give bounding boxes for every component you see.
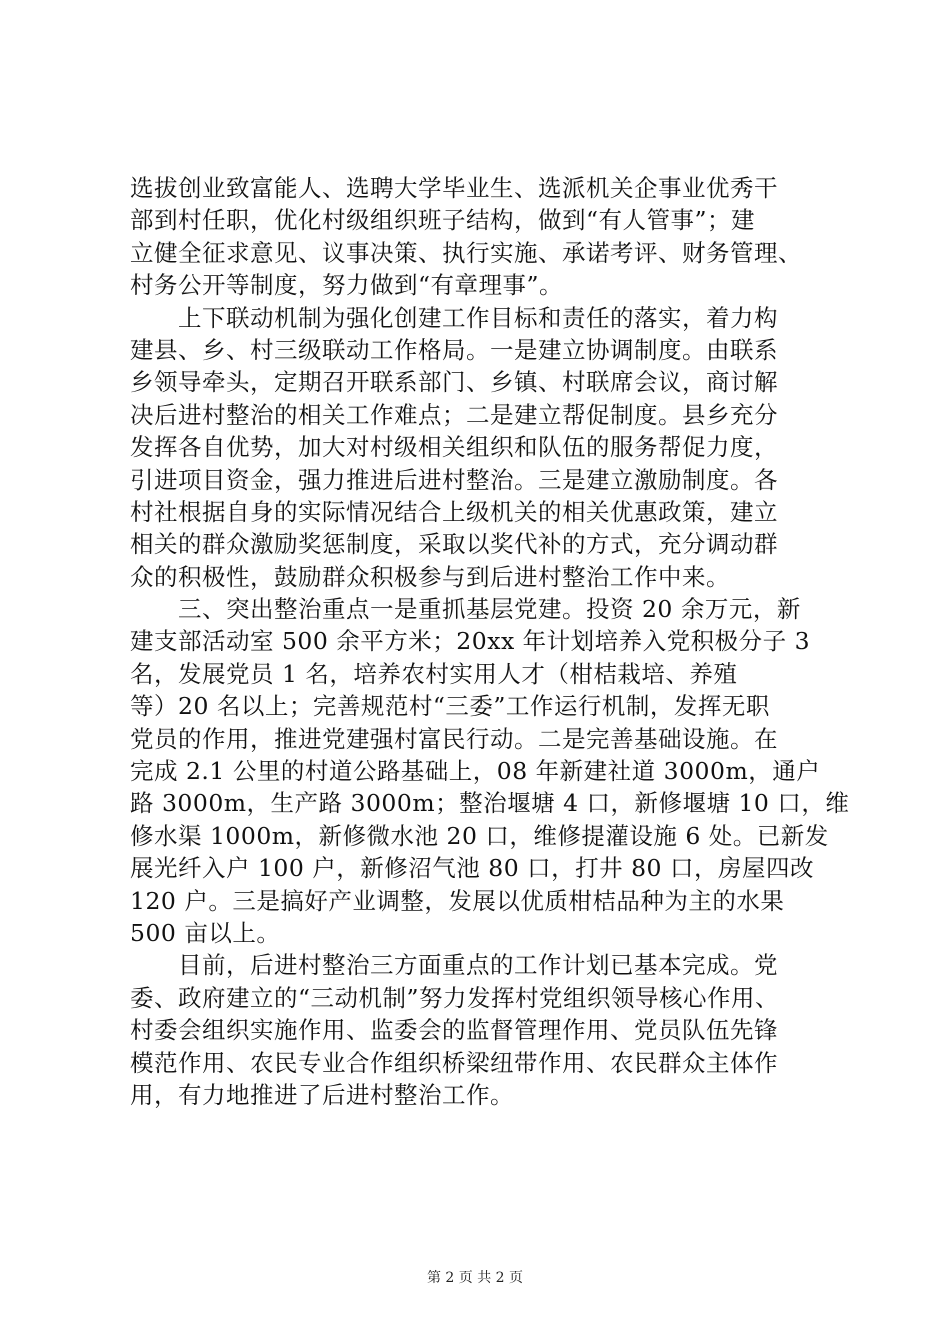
text-line: 500 亩以上。 (130, 918, 281, 947)
text-line: 部到村任职，优化村级组织班子结构，做到“有人管事”；建 (130, 206, 756, 235)
text-line: 用，有力地推进了后进村整治工作。 (130, 1080, 514, 1109)
text-line: 引进项目资金，强力推进后进村整治。三是建立激励制度。各 (130, 465, 778, 494)
text-line: 路 3000m，生产路 3000m；整治堰塘 4 口，新修堰塘 10 口，维 (130, 789, 850, 818)
text-line: 目前，后进村整治三方面重点的工作计划已基本完成。党 (130, 951, 778, 980)
text-line: 乡领导牵头，定期召开联系部门、乡镇、村联席会议，商讨解 (130, 368, 778, 397)
text-line: 上下联动机制为强化创建工作目标和责任的落实，着力构 (130, 303, 778, 332)
text-line: 模范作用、农民专业合作组织桥梁纽带作用、农民群众主体作 (130, 1048, 778, 1077)
text-line: 村委会组织实施作用、监委会的监督管理作用、党员队伍先锋 (130, 1016, 778, 1045)
text-line: 村务公开等制度，努力做到“有章理事”。 (130, 271, 564, 300)
text-line: 建县、乡、村三级联动工作格局。一是建立协调制度。由联系 (130, 335, 778, 364)
text-line: 党员的作用，推进党建强村富民行动。二是完善基础设施。在 (130, 724, 778, 753)
text-line: 名，发展党员 1 名，培养农村实用人才（柑桔栽培、养殖 (130, 659, 738, 688)
text-line: 展光纤入户 100 户，新修沼气池 80 口，打井 80 口，房屋四改 (130, 854, 814, 883)
text-line: 三、突出整治重点一是重抓基层党建。投资 20 余万元，新 (130, 595, 801, 624)
text-line: 完成 2.1 公里的村道公路基础上，08 年新建社道 3000m，通户 (130, 757, 821, 786)
text-line: 120 户。三是搞好产业调整，发展以优质柑桔品种为主的水果 (130, 886, 785, 915)
text-line: 修水渠 1000m，新修微水池 20 口，维修提灌设施 6 处。已新发 (130, 821, 829, 850)
body-text (130, 172, 850, 1111)
text-line: 发挥各自优势，加大对村级相关组织和队伍的服务帮促力度， (130, 433, 778, 462)
text-line: 建支部活动室 500 余平方米；20xx 年计划培养入党积极分子 3 (130, 627, 811, 656)
text-line: 村社根据自身的实际情况结合上级机关的相关优惠政策，建立 (130, 497, 778, 526)
page-number-footer: 第 2 页 共 2 页 (426, 1270, 524, 1286)
text-line: 选拔创业致富能人、选聘大学毕业生、选派机关企事业优秀干 (130, 174, 778, 202)
text-line: 相关的群众激励奖惩制度，采取以奖代补的方式，充分调动群 (130, 530, 778, 559)
text-line: 众的积极性，鼓励群众积极参与到后进村整治工作中来。 (130, 562, 730, 591)
text-line: 决后进村整治的相关工作难点；二是建立帮促制度。县乡充分 (130, 400, 778, 429)
text-line: 委、政府建立的“三动机制”努力发挥村党组织领导核心作用、 (130, 983, 780, 1012)
text-line: 等）20 名以上；完善规范村“三委”工作运行机制，发挥无职 (130, 692, 770, 721)
text-line: 立健全征求意见、议事决策、执行实施、承诺考评、财务管理、 (130, 238, 802, 267)
